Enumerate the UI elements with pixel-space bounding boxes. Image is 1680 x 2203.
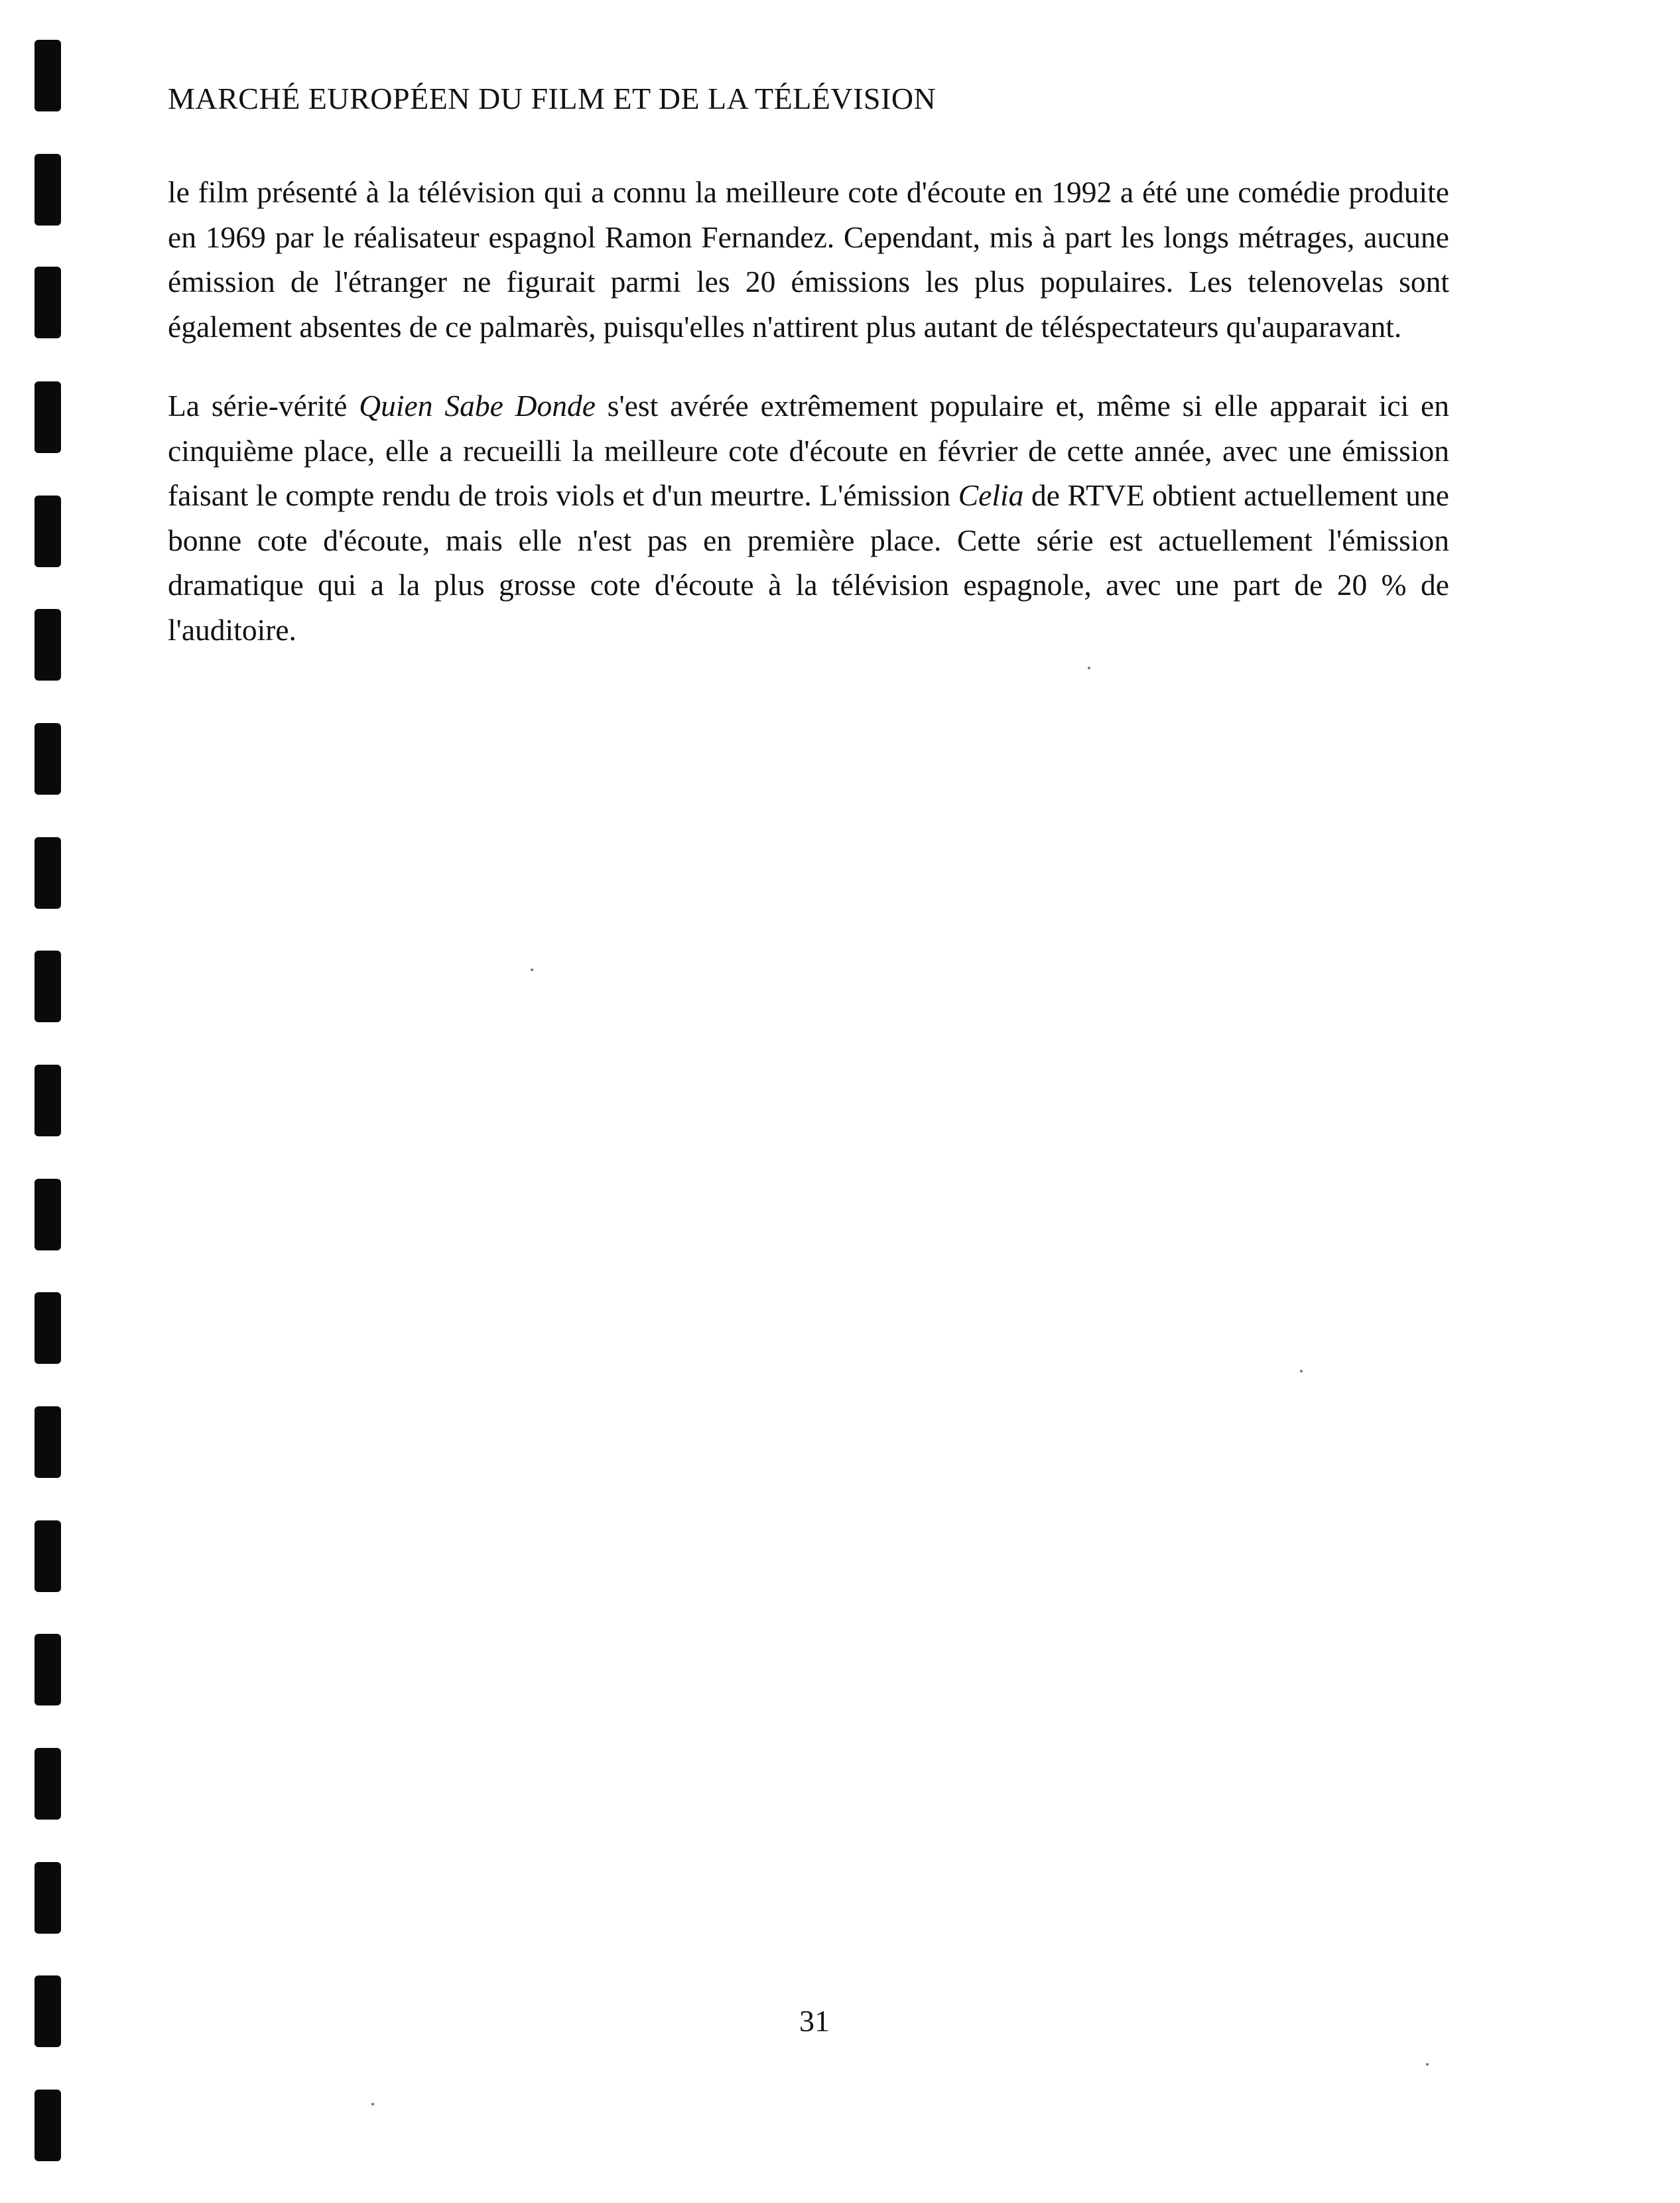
program-title: Celia bbox=[958, 478, 1024, 512]
binding-hole bbox=[34, 1179, 61, 1250]
scan-speck bbox=[531, 968, 533, 971]
binding-hole bbox=[34, 381, 61, 453]
running-header: MARCHÉ EUROPÉEN DU FILM ET DE LA TÉLÉVISION bbox=[168, 82, 937, 115]
binding-hole bbox=[34, 40, 61, 111]
binding-hole bbox=[34, 1520, 61, 1592]
binding-hole bbox=[34, 267, 61, 338]
scan-speck bbox=[1088, 667, 1090, 669]
binding-hole bbox=[34, 1748, 61, 1820]
binding-hole bbox=[34, 1634, 61, 1705]
binding-hole bbox=[34, 1862, 61, 1934]
binding-hole bbox=[34, 1406, 61, 1478]
page-number: 31 bbox=[799, 2004, 830, 2038]
binding-hole bbox=[34, 154, 61, 226]
paragraph-text: La série-vérité bbox=[168, 389, 359, 423]
paragraph-text: le film présenté à la télévision qui a connu la meilleure cote d'écoute en 1992 a été une comédie produite en 1969 par le réalisateur espagnol Ramon Fernandez. Cependant, mis à part les longs métrages, aucune émission de l'étranger ne figurait parmi les 20 émissions les plus populaires. Les telenovelas sont également absentes de ce palmarès, puisqu'elles n'attirent plus autant de téléspectateurs qu'auparavant. bbox=[168, 175, 1449, 344]
paragraph-2 bbox=[168, 383, 1449, 652]
program-title: Quien Sabe Donde bbox=[359, 389, 596, 423]
binding-hole bbox=[34, 1065, 61, 1136]
paragraph-text: de RTVE obtient actuellement une bonne cote d'écoute, mais elle n'est pas en première place. Cette série est actuellement l'émission dramatique qui a la plus grosse cote d'écoute à la télévision espagnole, avec une part de 20 % de l'auditoire. bbox=[168, 478, 1449, 647]
binding-hole bbox=[34, 723, 61, 795]
scan-speck bbox=[1426, 2063, 1429, 2066]
binding-hole bbox=[34, 2090, 61, 2161]
binding-hole bbox=[34, 496, 61, 567]
binding-hole bbox=[34, 609, 61, 681]
scan-speck bbox=[371, 2103, 374, 2105]
binding-hole bbox=[34, 837, 61, 909]
paragraph-text: s'est avérée extrêmement populaire et, même si elle apparait ici en cinquième place, elle a recueilli la meilleure cote d'écoute en février de cette année, avec une émission faisant le compte rendu de trois viols et d'un meurtre. L'émission bbox=[168, 389, 1449, 512]
binding-holes bbox=[0, 0, 93, 2203]
binding-hole bbox=[34, 951, 61, 1022]
binding-hole bbox=[34, 1975, 61, 2047]
scan-speck bbox=[1300, 1370, 1303, 1372]
body-text bbox=[168, 170, 1449, 687]
paragraph-1 bbox=[168, 170, 1449, 349]
binding-hole bbox=[34, 1292, 61, 1364]
